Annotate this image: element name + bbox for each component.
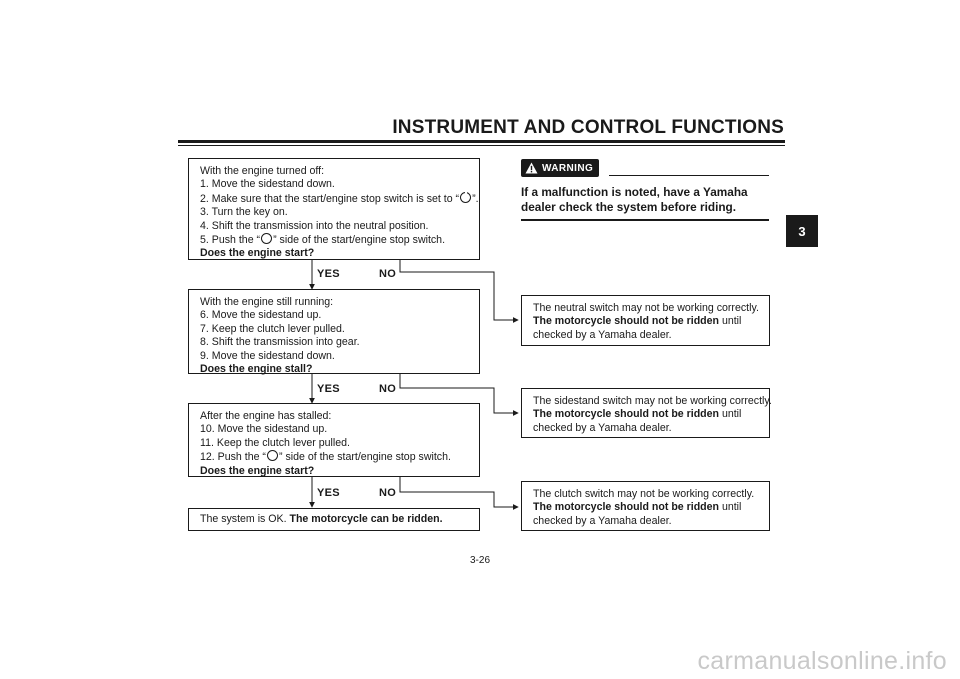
fault-line: The neutral switch may not be working correctly.	[533, 302, 759, 314]
flow-step-1	[188, 158, 480, 260]
fault-emphasis: The motorcycle should not be ridden	[533, 315, 719, 328]
fault-box-sidestand-switch	[521, 388, 770, 438]
fault-rest: until	[719, 501, 742, 514]
warning-block	[521, 159, 769, 221]
step-question: Does the engine start?	[200, 464, 315, 477]
fault-emphasis: The motorcycle should not be ridden	[533, 408, 719, 421]
step-line: 2. Make sure that the start/engine stop switch is set to “ ”.	[200, 192, 479, 205]
warning-bottom-rule	[521, 219, 769, 221]
result-text: The system is OK.	[200, 513, 290, 525]
fault-emphasis: The motorcycle should not be ridden	[533, 501, 719, 514]
step-line: 12. Push the “ ” side of the start/engine stop switch.	[200, 451, 451, 464]
fault-line: The clutch switch may not be working correctly.	[533, 488, 755, 500]
fault-rest: until	[719, 408, 742, 421]
no-label: NO	[379, 487, 397, 499]
step-line: 1. Move the sidestand down.	[200, 178, 335, 191]
no-label: NO	[379, 268, 397, 280]
step-line: 8. Shift the transmission into gear.	[200, 336, 360, 349]
step-question: Does the engine start?	[200, 247, 315, 260]
step-line: 3. Turn the key on.	[200, 206, 288, 219]
warning-text: If a malfunction is noted, have a Yamaha dealer check the system before riding.	[521, 185, 748, 214]
fault-box-clutch-switch	[521, 481, 770, 531]
step-line: 6. Move the sidestand up.	[200, 309, 322, 322]
step-line: 5. Push the “ ” side of the start/engine stop switch.	[200, 234, 446, 247]
fault-line: checked by a Yamaha dealer.	[533, 421, 672, 434]
step-line: 11. Keep the clutch lever pulled.	[200, 436, 350, 449]
page-title: INSTRUMENT AND CONTROL FUNCTIONS	[392, 117, 784, 138]
step-line: 4. Shift the transmission into the neutral position.	[200, 219, 429, 232]
flow-step-2	[188, 289, 480, 374]
result-emphasis: The motorcycle can be ridden.	[289, 513, 443, 525]
fault-box-neutral-switch	[521, 295, 770, 346]
step-question: Does the engine stall?	[200, 363, 313, 376]
fault-line: checked by a Yamaha dealer.	[533, 514, 672, 527]
no-label: NO	[379, 383, 397, 395]
yes-label: YES	[317, 487, 340, 499]
warning-label: WARNING	[542, 162, 594, 174]
warning-triangle-icon	[525, 162, 538, 174]
fault-line: checked by a Yamaha dealer.	[533, 328, 672, 341]
power-off-icon	[460, 192, 471, 203]
start-button-icon	[261, 233, 272, 244]
step-line: With the engine turned off:	[200, 165, 325, 177]
fault-line: The sidestand switch may not be working correctly.	[533, 395, 772, 407]
start-button-icon	[267, 450, 278, 461]
step-line: After the engine has stalled:	[200, 410, 332, 422]
page-number: 3-26	[469, 555, 490, 566]
warning-badge	[521, 159, 599, 177]
step-line: 9. Move the sidestand down.	[200, 349, 335, 362]
fault-rest: until	[719, 315, 742, 328]
yes-label: YES	[317, 268, 340, 280]
chapter-tab: 3	[786, 215, 818, 247]
watermark: carmanualsonline.info	[697, 647, 947, 675]
step-line: 7. Keep the clutch lever pulled.	[200, 322, 345, 335]
warning-top-rule	[609, 175, 769, 176]
no-connector-3	[400, 477, 518, 507]
result-ok	[188, 508, 480, 531]
yes-label: YES	[317, 383, 340, 395]
flow-step-3	[188, 403, 480, 477]
step-line: With the engine still running:	[200, 296, 334, 308]
step-line: 10. Move the sidestand up.	[200, 423, 328, 436]
